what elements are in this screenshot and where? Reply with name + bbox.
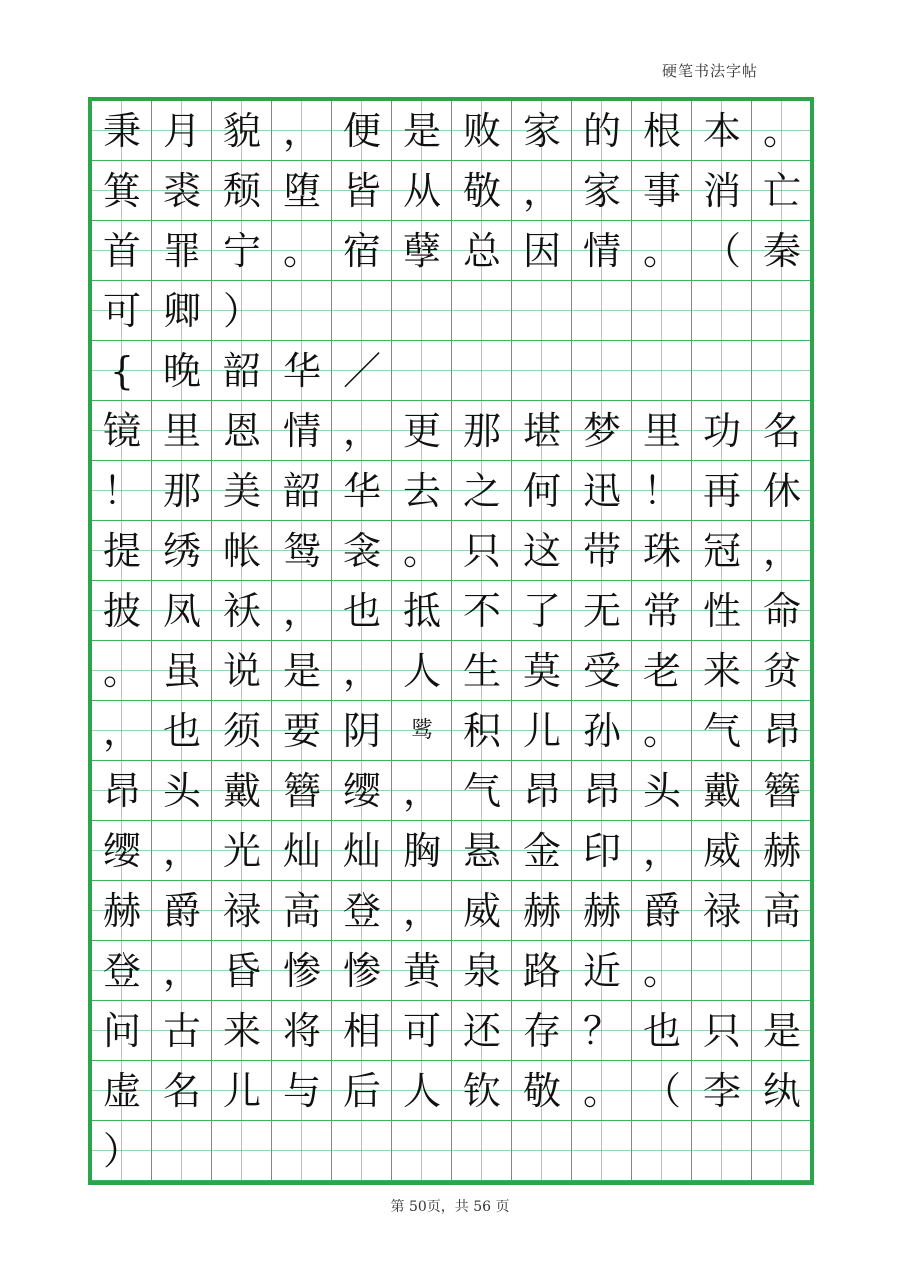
grid-cell: 凤 [162,589,201,633]
grid-cell: 问 [102,1009,141,1053]
grid-cell: 昂 [762,709,801,753]
grid-cell: 从 [402,169,441,213]
grid-cell: ， [522,169,561,213]
grid-cell: 生 [462,649,501,693]
grid-cell: 缨 [102,829,141,873]
grid-cell: 是 [282,649,321,693]
grid-cell: 儿 [222,1069,261,1113]
grid-cell: 情 [282,409,321,453]
grid-cell: 莫 [522,649,561,693]
grid-cell: 相 [342,1009,381,1053]
grid-cell: 秦 [762,229,801,273]
grid-cell: 钦 [462,1069,501,1113]
grid-cell: ， [402,769,441,813]
grid-cell: 可 [102,289,141,333]
grid-cell: 高 [762,889,801,933]
page-header: 硬笔书法字帖 [661,62,758,80]
grid-cell: 。 [282,229,321,273]
page-footer: 第 50页，共 56 页 [390,1199,510,1215]
grid-cell: 里 [162,409,201,453]
grid-cell: 昂 [522,769,561,813]
grid-cell: 戴 [222,769,261,813]
grid-cell [572,281,632,341]
grid-cell: 孙 [582,709,621,753]
grid-cell: 敬 [522,1069,561,1113]
grid-cell: 绣 [162,529,201,573]
grid-cell: 是 [762,1009,801,1053]
grid-cell: 迅 [582,469,621,513]
grid-cell [752,281,812,341]
grid-cell: 貌 [222,109,261,153]
grid-cell: 光 [222,829,261,873]
grid-cell: 秉 [102,109,141,153]
grid-cell: 李 [702,1069,741,1113]
grid-cell: 簪 [282,769,321,813]
grid-cell: 美 [222,469,261,513]
grid-cell [392,341,452,401]
grid-cell: 头 [642,769,681,813]
grid-cell: 事 [642,169,681,213]
grid-cell: 恩 [222,409,261,453]
grid-cell: 名 [762,409,801,453]
grid-cell: 。 [402,529,441,573]
grid-cell: 之 [462,469,501,513]
grid-cell: 因 [522,229,561,273]
grid-cell: 老 [642,649,681,693]
grid-cell: （ [702,229,741,273]
grid-cell: 灿 [342,829,381,873]
grid-cell: 敬 [462,169,501,213]
grid-cell: 爵 [162,889,201,933]
grid-cell: 将 [282,1009,321,1053]
grid-cell: 可 [402,1009,441,1053]
grid-cell: 灿 [282,829,321,873]
grid-cell: 提 [102,529,141,573]
grid-cell: 纨 [762,1069,801,1113]
grid-cell: 便 [342,109,381,153]
grid-cell: 首 [102,229,141,273]
grid-cell: 泉 [462,949,501,993]
grid-cell: 后 [342,1069,381,1113]
grid-cell [512,281,572,341]
grid-cell [392,281,452,341]
grid-cell: 路 [522,949,561,993]
grid-cell: 只 [462,529,501,573]
grid-cell: 皆 [342,169,381,213]
grid-cell [752,1121,812,1181]
grid-cell [572,1121,632,1181]
grid-cell: 骘 [410,718,433,743]
grid-cell: 与 [282,1069,321,1113]
grid-cell: ， [642,829,681,873]
grid-cell: ， [282,589,321,633]
grid-cell: ， [342,409,381,453]
grid-cell: 帐 [222,529,261,573]
grid-cell: 虽 [162,649,201,693]
grid-cell [692,1121,752,1181]
grid-cell: 去 [402,469,441,513]
grid-cell: 根 [642,109,681,153]
grid-cell: 簪 [762,769,801,813]
grid-cell: 再 [702,469,741,513]
grid-cell: 休 [762,469,801,513]
grid-cell: 情 [582,229,621,273]
grid-cell: 威 [462,889,501,933]
grid-cell [452,281,512,341]
grid-cell: 头 [162,769,201,813]
grid-cell: 梦 [582,409,621,453]
grid-cell [272,281,332,341]
grid-cell: 赫 [522,889,561,933]
grid-cell: 来 [702,649,741,693]
grid-cell: 命 [762,589,801,633]
copybook-text [92,101,812,1181]
grid-cell: 登 [342,889,381,933]
grid-cell: 也 [342,589,381,633]
grid-cell: 宿 [342,229,381,273]
copybook-grid [88,97,814,1185]
grid-cell: 更 [402,409,441,453]
grid-cell: 要 [282,709,321,753]
grid-cell: 颓 [222,169,261,213]
grid-cell: 宁 [222,229,261,273]
grid-cell [452,341,512,401]
grid-cell: ， [102,709,141,753]
grid-cell: 赫 [582,889,621,933]
grid-cell: 堕 [282,169,321,213]
grid-cell: 珠 [642,529,681,573]
grid-cell: 是 [402,109,441,153]
grid-cell: ， [342,649,381,693]
grid-cell: ， [402,889,441,933]
grid-cell: 里 [642,409,681,453]
grid-cell: 那 [162,469,201,513]
grid-cell [512,341,572,401]
grid-cell [572,341,632,401]
grid-cell: ／ [342,349,381,393]
grid-cell: 韶 [282,469,321,513]
grid-cell: 这 [522,529,561,573]
grid-cell: 家 [582,169,621,213]
grid-cell: 抵 [402,589,441,633]
grid-cell: 积 [462,709,501,753]
grid-cell: ？ [582,1009,621,1053]
grid-cell [512,1121,572,1181]
grid-cell: 禄 [702,889,741,933]
grid-cell: 受 [582,649,621,693]
grid-cell: 无 [582,589,621,633]
grid-cell: 人 [402,1069,441,1113]
grid-cell: 昏 [222,949,261,993]
grid-cell [752,341,812,401]
grid-cell: 披 [102,589,141,633]
grid-cell: 须 [222,709,261,753]
grid-cell [632,341,692,401]
grid-cell [332,1121,392,1181]
grid-cell: 阴 [342,709,381,753]
grid-cell: 登 [102,949,141,993]
grid-cell: 。 [642,229,681,273]
grid-cell [692,281,752,341]
grid-cell: 赫 [102,889,141,933]
grid-cell: ！ [102,469,141,513]
grid-cell [692,941,752,1001]
grid-cell: 虚 [102,1069,141,1113]
grid-cell: 性 [702,589,741,633]
grid-cell: ） [102,1129,141,1173]
grid-cell: 存 [522,1009,561,1053]
grid-cell: 月 [162,109,201,153]
grid-cell: 的 [582,109,621,153]
grid-cell: 冠 [702,529,741,573]
grid-cell [632,1121,692,1181]
grid-cell: 鸳 [282,529,321,573]
grid-cell: ， [282,109,321,153]
grid-cell [692,341,752,401]
grid-cell: ， [162,949,201,993]
grid-cell: 人 [402,649,441,693]
grid-cell: 箕 [102,169,141,213]
grid-cell [332,281,392,341]
grid-cell: 也 [642,1009,681,1053]
grid-cell: 孽 [402,229,441,273]
grid-cell: 贫 [762,649,801,693]
grid-cell: 昂 [102,769,141,813]
grid-cell: ， [162,829,201,873]
grid-cell: ！ [642,469,681,513]
grid-cell: 败 [462,109,501,153]
grid-cell: 衾 [342,529,381,573]
grid-cell: 家 [522,109,561,153]
grid-cell: 亡 [762,169,801,213]
grid-cell: 说 [222,649,261,693]
grid-cell [452,1121,512,1181]
grid-cell: 镜 [102,409,141,453]
grid-cell: 韶 [222,349,261,393]
grid-cell: 了 [522,589,561,633]
grid-cell: 只 [702,1009,741,1053]
grid-cell: 金 [522,829,561,873]
grid-cell: 华 [342,469,381,513]
grid-cell: 近 [582,949,621,993]
grid-cell: 。 [102,649,141,693]
grid-cell: 华 [282,349,321,393]
grid-cell: 昂 [582,769,621,813]
grid-cell: 。 [642,709,681,753]
grid-cell: 禄 [222,889,261,933]
grid-cell [752,941,812,1001]
grid-cell: 卿 [162,289,201,333]
grid-cell: 爵 [642,889,681,933]
grid-cell: 何 [522,469,561,513]
grid-cell: 。 [762,109,801,153]
grid-cell: 气 [702,709,741,753]
grid-cell [152,1121,212,1181]
grid-cell: 名 [162,1069,201,1113]
grid-cell: 裘 [162,169,201,213]
grid-cell: 惨 [342,949,381,993]
grid-cell: 功 [702,409,741,453]
grid-cell: 堪 [522,409,561,453]
grid-cell: 黄 [402,949,441,993]
grid-cell: 印 [582,829,621,873]
grid-cell [272,1121,332,1181]
grid-cell: 罪 [162,229,201,273]
grid-cell: 高 [282,889,321,933]
grid-cell: ） [222,289,261,333]
grid-cell: 缨 [342,769,381,813]
grid-cell: ， [762,529,801,573]
grid-cell: 惨 [282,949,321,993]
grid-cell: 不 [462,589,501,633]
grid-cell: 袄 [222,589,261,633]
grid-cell [212,1121,272,1181]
grid-cell: 总 [462,229,501,273]
grid-cell: 戴 [702,769,741,813]
grid-cell: 儿 [522,709,561,753]
grid-cell: 晚 [162,349,201,393]
grid-cell: 。 [642,949,681,993]
grid-cell: 气 [462,769,501,813]
grid-cell: 本 [702,109,741,153]
grid-cell: 来 [222,1009,261,1053]
grid-cell [392,1121,452,1181]
grid-cell: 古 [162,1009,201,1053]
grid-cell: { [109,349,135,393]
grid-cell [632,281,692,341]
grid-cell: 悬 [462,829,501,873]
grid-cell: 那 [462,409,501,453]
grid-cell: 赫 [762,829,801,873]
grid-cell: （ [642,1069,681,1113]
grid-cell: 消 [702,169,741,213]
grid-cell: 还 [462,1009,501,1053]
grid-cell: 胸 [402,829,441,873]
grid-cell: 也 [162,709,201,753]
grid-cell: 威 [702,829,741,873]
grid-cell: 。 [582,1069,621,1113]
grid-cell: 常 [642,589,681,633]
grid-cell: 带 [582,529,621,573]
